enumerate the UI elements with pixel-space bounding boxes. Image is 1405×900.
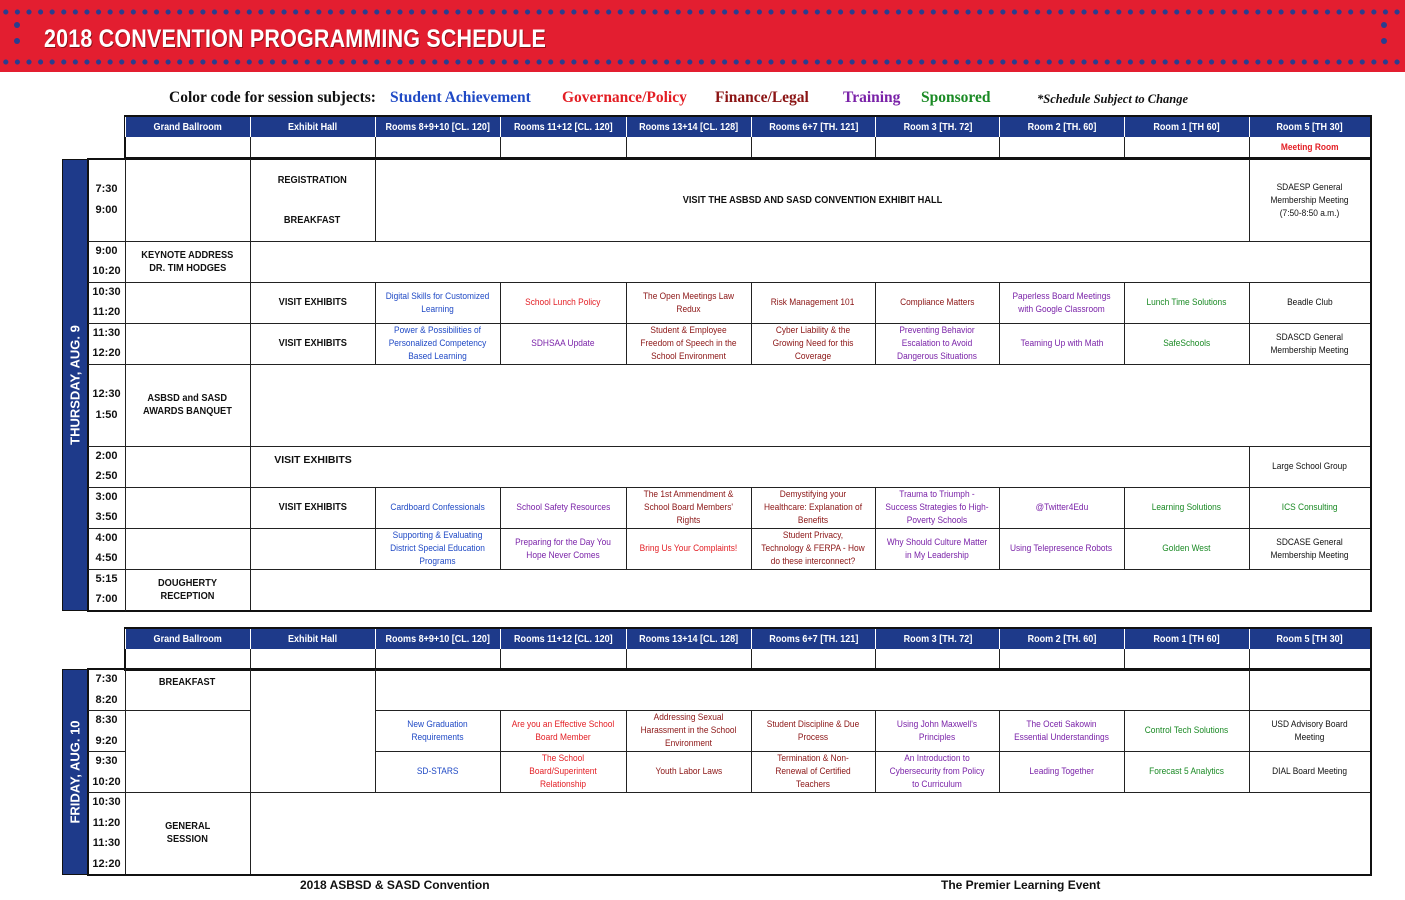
day-label-text: THURSDAY, AUG. 9 [67,325,83,445]
time-label: 7:30 [95,673,118,685]
general-session-line: SESSION [166,833,209,845]
session-cell [1249,282,1370,323]
session-cell [375,487,500,528]
column-header-label: Rooms 13+14 [CL. 128] [639,633,739,645]
time-end: 7:00 [95,593,118,605]
session-cell-text: School Safety Resources [516,502,610,513]
column-header [375,117,500,137]
session-cell-text: SD-STARS [416,766,459,777]
general-session [125,792,250,874]
keynote-line: KEYNOTE ADDRESS [141,248,234,261]
grid-line [375,649,376,669]
time-start: 7:30 [95,183,118,195]
dot-ornament [1381,38,1387,44]
grid-line [250,528,251,569]
grid-line [250,569,251,610]
footer-left: 2018 ASBSD & SASD Convention [300,878,490,892]
session-cell [751,487,875,528]
session-cell-text: Demystifying your Healthcare: Explanation of Benefits [763,489,863,526]
breakfast-label-text: BREAKFAST [284,213,341,226]
sdaesp-meeting-text: SDAESP General Membership Meeting (7:50-8:50 a.m.) [1270,181,1349,219]
column-header-label: Rooms 11+12 [CL. 120] [514,633,613,645]
session-cell-text: The School Board/Superintent Relationship [529,753,597,790]
session-cell [375,751,500,792]
session-cell-text: Using John Maxwell's Principles [896,718,978,743]
session-cell-text: Student & Employee Freedom of Speech in the School Environment [640,325,737,362]
day-label-text: FRIDAY, AUG. 10 [67,720,83,824]
time-end: 9:00 [95,204,118,216]
session-cell [626,282,751,323]
general-session-line: GENERAL [164,820,211,832]
session-cell-text: SDHSAA Update [531,338,595,349]
session-cell [375,282,500,323]
session-cell-text: Student Privacy, Technology & FERPA - How do these interconnect? [761,530,865,567]
session-cell [999,282,1124,323]
column-header-label: Rooms 8+9+10 [CL. 120] [385,121,491,133]
session-cell-text: Paperless Board Meetings with Google Classroom [1012,290,1111,315]
grid-line [375,137,376,157]
time-start: 5:15 [95,573,118,585]
sdaesp-meeting [1249,159,1370,241]
column-header-label: Room 5 [TH 30] [1276,121,1344,133]
grid-line [88,710,125,711]
grid-line [1124,137,1125,157]
session-cell [626,751,751,792]
session-cell-text: Using Telepresence Robots [1010,543,1113,554]
time-end: 2:50 [95,470,118,482]
grid-line [88,569,1370,570]
exhibit-hall-banner [375,159,1249,241]
column-header [626,629,751,649]
session-cell-text: USD Advisory Board Meeting [1271,718,1348,743]
column-header [500,629,626,649]
session-cell-text: New Graduation Requirements [407,718,468,743]
breakfast-label [250,205,375,235]
grid-line [88,241,1370,242]
session-cell [500,282,626,323]
session-cell [1249,751,1370,792]
session-cell-text: Leading Together [1029,766,1094,777]
session-cell-text: Digital Skills for Customized Learning [385,290,490,315]
grid-line [1124,649,1125,669]
session-cell-text: Addressing Sexual Harassment in the School Environment [640,712,737,749]
column-header-label: Room 1 [TH 60] [1153,121,1221,133]
grid-line [88,364,1370,365]
footer-right: The Premier Learning Event [941,878,1101,892]
session-cell-text: Power & Possibilities of Personalized Competency Based Learning [388,325,487,362]
grid-line [250,364,251,446]
awards-banquet [125,364,250,446]
color-legend [0,89,1405,109]
visit-exhibits-text: VISIT EXHIBITS [278,501,347,513]
meeting-room-label [1249,138,1370,157]
legend-governance-policy: Governance/Policy [562,89,687,106]
session-cell [375,323,500,364]
grid-line [875,137,876,157]
legend-sponsored: Sponsored [921,89,991,106]
grid-line [875,649,876,669]
time-start: 2:00 [95,450,118,462]
session-cell [875,710,999,751]
time-label: 10:20 [92,775,121,788]
session-cell-text: SDCASE General Membership Meeting [1270,536,1349,561]
session-cell-text: Termination & Non-Renewal of Certified Teachers [775,753,851,790]
column-header [1124,117,1249,137]
column-header [1249,117,1370,137]
registration-label-text: REGISTRATION [277,173,348,186]
column-header-label: Exhibit Hall [288,121,338,133]
column-header-label: Room 5 [TH 30] [1276,633,1344,645]
session-cell [999,751,1124,792]
time-start: 3:00 [95,491,118,503]
session-cell [500,710,626,751]
session-cell [626,528,751,569]
time-end: 11:20 [92,306,121,318]
session-cell-text: Compliance Matters [899,297,975,308]
visit-exhibits [250,323,375,364]
banquet-line: AWARDS BANQUET [143,405,232,417]
session-cell [1249,710,1370,751]
session-cell [751,323,875,364]
time-label: 9:30 [95,755,118,767]
header-banner [0,0,1405,72]
session-cell-text: Beadle Club [1286,297,1333,308]
time-start: 12:30 [92,388,121,400]
grid-line [626,137,627,157]
meeting-room-label-text: Meeting Room [1280,142,1339,153]
visit-exhibits: VISIT EXHIBITS [274,453,352,466]
time-label: 11:30 [92,837,121,849]
grid-line [500,649,501,669]
session-cell [375,710,500,751]
keynote-address [125,241,250,282]
column-header [999,629,1124,649]
time-label: 9:20 [95,734,118,747]
column-header-label: Rooms 11+12 [CL. 120] [514,121,613,133]
column-header [250,117,375,137]
session-cell-text: An Introduction to Cybersecurity from Policy to Curriculum [889,753,985,790]
grid-line [999,137,1000,157]
column-header-label: Exhibit Hall [288,633,338,645]
time-label: 12:20 [92,857,121,870]
legend-finance-legal: Finance/Legal [715,89,809,106]
session-cell-text: Supporting & Evaluating District Special Education Programs [390,530,485,567]
session-cell-text: Golden West [1162,543,1211,554]
column-header-label: Grand Ballroom [153,633,223,645]
session-cell [1124,751,1249,792]
session-cell [626,487,751,528]
dougherty-reception-text: DOUGHERTY RECEPTION [157,576,218,602]
column-header-label: Grand Ballroom [153,121,223,133]
session-cell-text: The Open Meetings Law Redux [642,290,735,315]
time-start: 10:30 [92,286,121,298]
column-header [751,629,875,649]
session-cell [875,487,999,528]
grid-line [626,649,627,669]
session-cell-text: ICS Consulting [1281,502,1338,513]
session-cell [999,487,1124,528]
large-school-group-text: Large School Group [1272,461,1347,472]
column-header [875,629,999,649]
session-cell [999,323,1124,364]
session-cell [751,751,875,792]
session-cell-text: @Twitter4Edu [1035,502,1088,513]
column-header [875,117,999,137]
session-cell-text: SDASCD General Membership Meeting [1270,331,1349,356]
session-cell [500,528,626,569]
session-cell [751,528,875,569]
column-header [626,117,751,137]
column-header [125,117,250,137]
grid-line [88,751,125,752]
grid-line [250,137,251,157]
session-cell-text: Student Discipline & Due Process [766,718,860,743]
session-cell [1249,528,1370,569]
dot-ornament [14,22,20,28]
dot-ornament [1381,22,1387,28]
session-cell-text: Lunch Time Solutions [1146,297,1227,308]
column-header [375,629,500,649]
grid-line [250,649,251,669]
visit-exhibits [250,487,375,528]
session-cell [875,323,999,364]
session-cell [375,528,500,569]
session-cell [751,710,875,751]
grid-line [88,792,1370,793]
grid-line [250,241,251,282]
column-header [1124,629,1249,649]
column-header [999,117,1124,137]
session-cell [500,487,626,528]
column-header [500,117,626,137]
column-header-label: Rooms 6+7 [TH. 121] [768,633,859,645]
session-cell [1124,710,1249,751]
legend-prefix: Color code for session subjects: [169,89,376,106]
visit-exhibits-text: VISIT EXHIBITS [278,337,347,349]
time-end: 4:50 [95,552,118,564]
session-cell-text: The 1st Ammendment & School Board Members' Rights [643,489,734,526]
session-cell-text: Teaming Up with Math [1020,338,1103,349]
session-cell-text: Why Should Culture Matter in My Leadership [886,536,988,561]
registration-label [250,165,375,195]
time-start: 9:00 [95,245,118,257]
time-label: 11:20 [92,816,121,829]
grid-line [500,137,501,157]
column-header [1249,629,1370,649]
session-cell [500,323,626,364]
large-school-group [1249,446,1370,487]
column-header-label: Rooms 6+7 [TH. 121] [768,121,859,133]
grid-line [751,649,752,669]
column-header [751,117,875,137]
session-cell [1249,487,1370,528]
session-cell [626,323,751,364]
keynote-line: DR. TIM HODGES [148,261,226,274]
session-cell-text: Cyber Liability & the Growing Need for this Coverage [772,325,854,362]
session-cell-text: Are you an Effective School Board Member [511,718,615,743]
time-end: 3:50 [95,511,118,523]
banquet-line: ASBSD and SASD [147,392,228,404]
session-cell [875,751,999,792]
schedule-note: *Schedule Subject to Change [1037,92,1189,106]
session-cell [999,710,1124,751]
grid-line [125,710,250,711]
column-header-label: Rooms 13+14 [CL. 128] [639,121,739,133]
session-cell-text: Risk Management 101 [771,297,855,308]
visit-exhibits-text: VISIT EXHIBITS [278,296,347,308]
session-cell-text: Bring Us Your Complaints! [639,543,738,554]
session-cell [626,710,751,751]
session-cell [875,282,999,323]
legend-training: Training [843,89,901,106]
grid-line [1249,649,1250,669]
session-cell [1124,487,1249,528]
time-end: 10:20 [92,265,121,277]
session-cell [1124,528,1249,569]
time-end: 12:20 [92,347,121,359]
column-header-label: Rooms 8+9+10 [CL. 120] [385,633,491,645]
column-header-label: Room 2 [TH. 60] [1027,121,1097,133]
session-cell-text: Control Tech Solutions [1144,725,1229,736]
session-cell [751,282,875,323]
session-cell-text: Forecast 5 Analytics [1149,766,1224,777]
friday-breakfast-text: BREAKFAST [159,675,216,688]
visit-exhibits [250,282,375,323]
day-label-thursday [62,159,88,611]
day-label-friday [62,669,88,875]
dot-border-bottom [0,58,1405,66]
grid-line [751,137,752,157]
session-cell-text: Preparing for the Day You Hope Never Comes [515,536,611,561]
session-cell-text: DIAL Board Meeting [1272,766,1347,777]
time-label: 8:20 [95,693,118,706]
time-start: 4:00 [95,532,118,544]
time-label: 10:30 [92,796,121,808]
grid-line [250,669,251,874]
time-end: 1:50 [95,409,118,421]
dot-border-top [0,8,1405,16]
column-header [250,629,375,649]
time-start: 11:30 [92,327,121,339]
session-cell [500,751,626,792]
session-cell [1124,282,1249,323]
column-header [125,629,250,649]
session-cell-text: Trauma to Triumph - Success Strategies fo High-Poverty Schools [885,489,989,526]
legend-student-achievement: Student Achievement [390,89,531,106]
friday-breakfast [125,669,250,695]
session-cell [999,528,1124,569]
session-cell-text: Youth Labor Laws [655,766,722,777]
page-title: 2018 CONVENTION PROGRAMMING SCHEDULE [44,25,546,53]
column-header-label: Room 2 [TH. 60] [1027,633,1097,645]
column-header-label: Room 1 [TH 60] [1153,633,1221,645]
session-cell-text: SafeSchools [1163,338,1210,349]
session-cell-text: School Lunch Policy [525,297,601,308]
session-cell [1249,323,1370,364]
column-header-label: Room 3 [TH. 72] [903,121,972,133]
time-label: 8:30 [95,714,118,726]
session-cell-text: Cardboard Confessionals [390,502,485,513]
column-header-label: Room 3 [TH. 72] [903,633,972,645]
session-cell-text: Learning Solutions [1151,502,1222,513]
dot-ornament [14,38,20,44]
session-cell [1124,323,1249,364]
dougherty-reception [125,569,250,610]
session-cell-text: The Oceti Sakowin Essential Understandings [1014,718,1109,743]
session-cell-text: Preventing Behavior Escalation to Avoid Dangerous Situations [897,325,977,362]
grid-line [999,649,1000,669]
session-cell [875,528,999,569]
exhibit-hall-banner-text: VISIT THE ASBSD AND SASD CONVENTION EXHIBIT HALL [682,193,942,206]
